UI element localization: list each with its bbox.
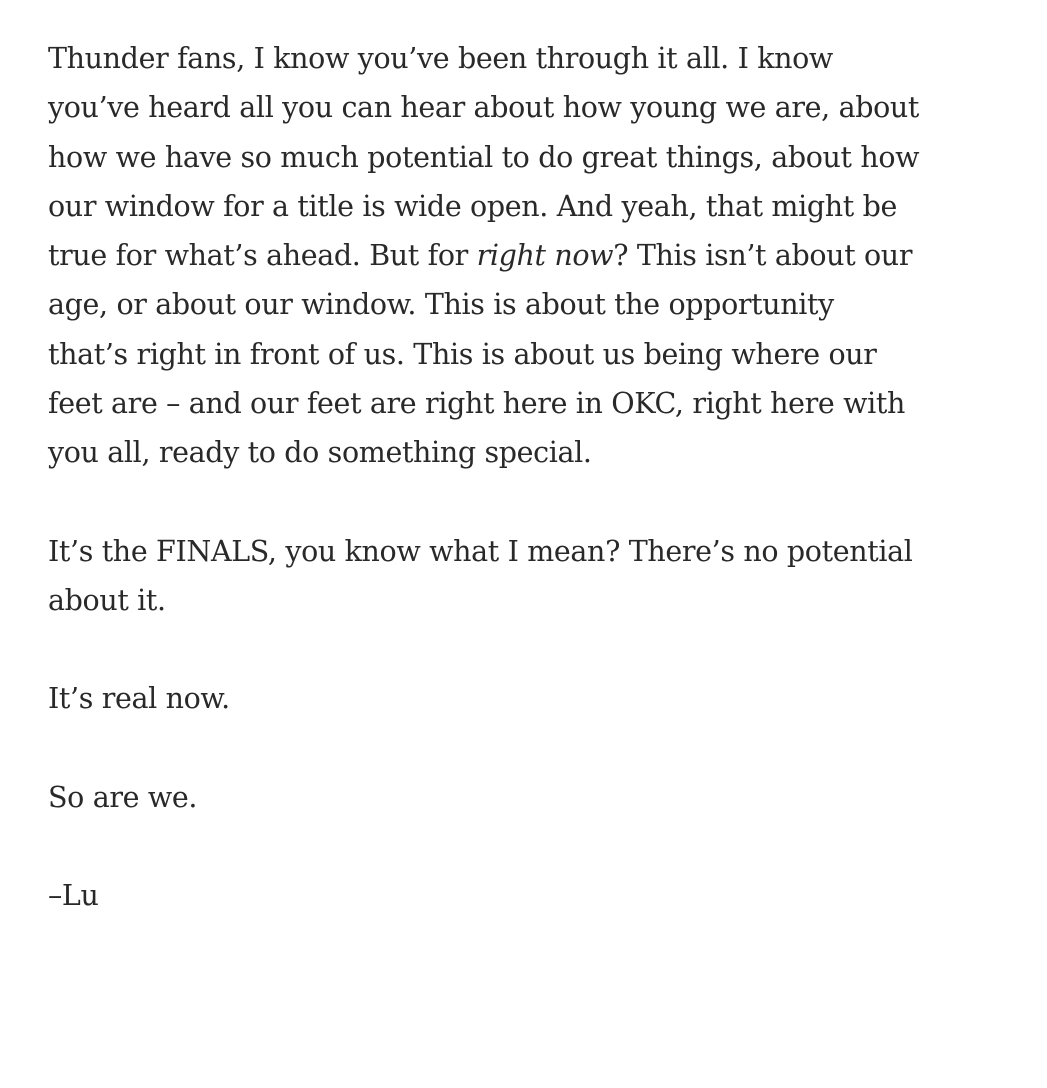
paragraph-finals <box>48 527 1038 626</box>
text-line: So are we. <box>48 780 198 814</box>
article-body <box>48 34 1038 920</box>
text-line: It’s the FINALS, you know what I mean? There’s no potential <box>48 534 913 568</box>
text-line-with-emphasis <box>48 231 1038 280</box>
text-segment: true for what’s ahead. But for <box>48 239 477 273</box>
text-line: our window for a title is wide open. And yeah, that might be <box>48 189 897 223</box>
text-line: how we have so much potential to do great things, about how <box>48 140 920 174</box>
text-line: feet are – and our feet are right here in OKC, right here with <box>48 387 906 421</box>
text-line: about it. <box>48 583 166 617</box>
emphasis-text: right now <box>476 239 614 273</box>
paragraph-intro <box>48 34 1038 478</box>
paragraph-so-are-we <box>48 773 1038 822</box>
paragraph-real-now <box>48 674 1038 723</box>
signature <box>48 871 1038 920</box>
text-segment: ? This isn’t about our <box>613 239 913 273</box>
signature-text: –Lu <box>48 878 99 912</box>
text-line: It’s real now. <box>48 682 230 716</box>
text-line: you all, ready to do something special. <box>48 436 592 470</box>
text-line: Thunder fans, I know you’ve been through it all. I know <box>48 42 833 75</box>
text-line: you’ve heard all you can hear about how young we are, about <box>48 91 920 125</box>
text-line: age, or about our window. This is about the opportunity <box>48 288 834 322</box>
text-line: that’s right in front of us. This is about us being where our <box>48 337 877 371</box>
